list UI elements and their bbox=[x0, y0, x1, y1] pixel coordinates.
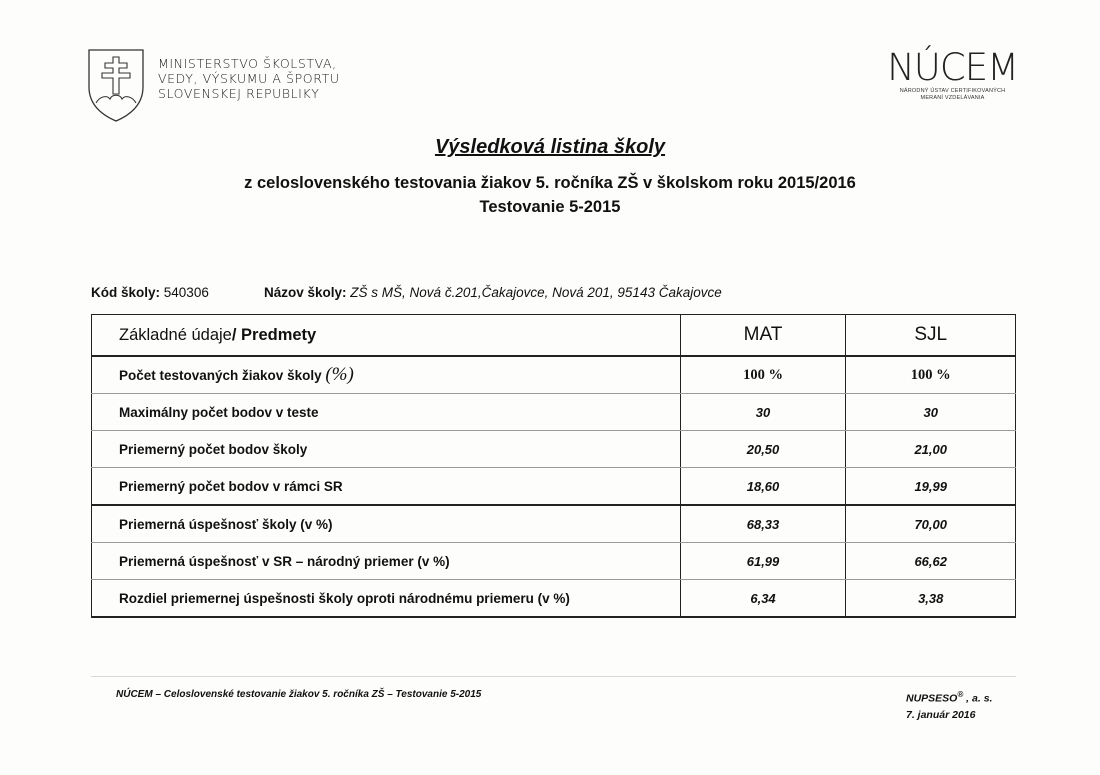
cell-mat: 6,34 bbox=[680, 580, 846, 618]
results-table bbox=[91, 314, 1016, 618]
table-row bbox=[92, 394, 1016, 431]
header-label-subjects: / Predmety bbox=[231, 325, 317, 344]
table-row bbox=[92, 580, 1016, 618]
subtitle-line-2: Testovanie 5-2015 bbox=[479, 198, 621, 216]
row-label: Priemerná úspešnosť školy (v %) bbox=[92, 505, 681, 543]
table-row bbox=[92, 431, 1016, 468]
cell-sjl: 21,00 bbox=[846, 431, 1016, 468]
header-mat: MAT bbox=[680, 315, 846, 357]
cell-mat: 18,60 bbox=[680, 468, 846, 506]
ministry-name bbox=[158, 56, 340, 101]
footer-registered-mark: ® bbox=[957, 690, 964, 699]
cell-sjl: 30 bbox=[846, 394, 1016, 431]
nucem-logo-text: NÚCEM bbox=[887, 46, 1018, 89]
table-row bbox=[92, 468, 1016, 506]
nucem-subtitle: MERANÍ VZDELÁVANIA bbox=[920, 95, 985, 101]
table-row bbox=[92, 543, 1016, 580]
row-label: Rozdiel priemernej úspešnosti školy oproti národnému priemeru (v %) bbox=[92, 580, 681, 618]
cell-mat: 20,50 bbox=[680, 431, 846, 468]
nucem-logo bbox=[887, 48, 1018, 102]
row-label: Priemerná úspešnosť v SR – národný priemer (v %) bbox=[92, 543, 681, 580]
header-sjl: SJL bbox=[846, 315, 1016, 357]
row-label-text: Počet testovaných žiakov školy bbox=[119, 368, 322, 383]
footer-right bbox=[906, 687, 992, 723]
school-code-label: Kód školy: bbox=[91, 285, 161, 300]
cell-sjl: 66,62 bbox=[846, 543, 1016, 580]
school-name-label: Názov školy: bbox=[264, 285, 347, 300]
footer-company-name: NUPSESO bbox=[906, 692, 958, 705]
cell-sjl: 70,00 bbox=[846, 505, 1016, 543]
row-label-percent: (%) bbox=[325, 364, 354, 385]
table-header-row bbox=[92, 315, 1016, 357]
cell-sjl: 100 % bbox=[846, 356, 1016, 394]
school-name bbox=[264, 285, 722, 300]
school-code bbox=[91, 285, 209, 300]
cell-sjl: 3,38 bbox=[846, 580, 1016, 618]
ministry-line: SLOVENSKEJ REPUBLIKY bbox=[158, 86, 320, 101]
cell-mat: 68,33 bbox=[680, 505, 846, 543]
row-label bbox=[92, 356, 681, 394]
nucem-subtitle: NÁRODNÝ ÚSTAV CERTIFIKOVANÝCH bbox=[899, 88, 1006, 94]
footer-left-text: NÚCEM – Celoslovenské testovanie žiakov 5. ročníka ZŠ – Testovanie 5-2015 bbox=[116, 689, 482, 700]
footer-divider bbox=[91, 676, 1016, 677]
document-subtitle bbox=[0, 171, 1100, 219]
table-row bbox=[92, 505, 1016, 543]
header-label-cell bbox=[92, 315, 681, 357]
cell-mat: 30 bbox=[680, 394, 846, 431]
row-label: Priemerný počet bodov školy bbox=[92, 431, 681, 468]
row-label: Priemerný počet bodov v rámci SR bbox=[92, 468, 681, 506]
school-code-value: 540306 bbox=[163, 285, 209, 300]
school-name-value: ZŠ s MŠ, Nová č.201,Čakajovce, Nová 201, 95143 Čakajovce bbox=[350, 285, 722, 300]
ministry-line: MINISTERSTVO ŠKOLSTVA, bbox=[158, 56, 337, 71]
cell-mat: 100 % bbox=[680, 356, 846, 394]
footer-date: 7. január 2016 bbox=[906, 708, 976, 721]
footer-company-suffix: , a. s. bbox=[963, 692, 993, 705]
subtitle-line-1: z celoslovenského testovania žiakov 5. ročníka ZŠ v školskom roku 2015/2016 bbox=[244, 174, 856, 192]
row-label: Maximálny počet bodov v teste bbox=[92, 394, 681, 431]
cell-sjl: 19,99 bbox=[846, 468, 1016, 506]
ministry-line: VEDY, VÝSKUMU A ŠPORTU bbox=[158, 71, 340, 86]
footer-company bbox=[906, 687, 992, 707]
table-row bbox=[92, 356, 1016, 394]
coat-of-arms-icon bbox=[86, 47, 146, 123]
header-label-basic: Základné údaje bbox=[119, 325, 232, 344]
cell-mat: 61,99 bbox=[680, 543, 846, 580]
document-title: Výsledková listina školy bbox=[434, 136, 666, 158]
